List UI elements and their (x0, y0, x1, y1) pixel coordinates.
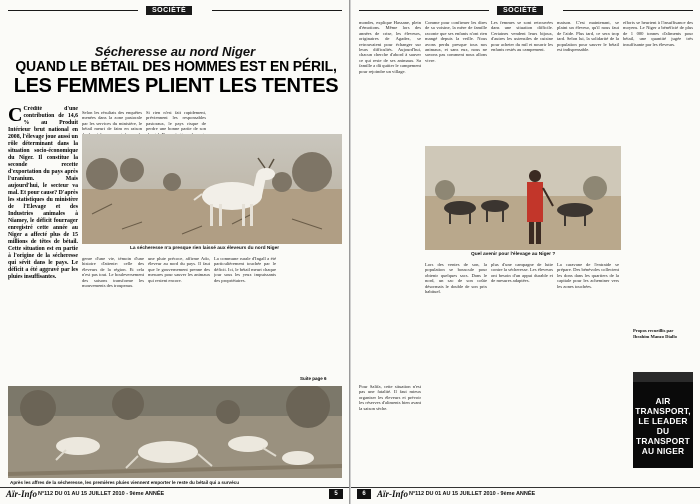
article-column: mondes, explique Hassane, plein d'émotions. Même lors des années de crise, les éleveurs, originaires de Agadez, se retrouvaient pour échanger sur leurs difficultés. Aujourd'hui, chacun cherche d'abord à sauver ce qui reste de ses animaux. Sa famille a dû quitter le campement pour rejoindre un village. (359, 20, 421, 74)
rubric-rule (563, 10, 693, 11)
section-rubric: SOCIÉTÉ (146, 6, 192, 15)
headline-line2: LES FEMMES PLIENT LES TENTES (13, 75, 339, 97)
headline-line1: QUAND LE BÉTAIL DES HOMMES EST EN PÉRIL, (15, 57, 337, 75)
photo-caption: Après les affres de la sécheresse, les premières pluies viennent emporter le reste du bétail qui a survécu (10, 480, 240, 485)
carcass-photo (8, 386, 342, 478)
article-column: efforts se heurtent à l'insuffisance des moyens. Le Niger a bénéficié de plus de 1 000 tonnes d'aliments pour bétail, une quantité jugée très insuffisante par les éleveurs. (623, 20, 693, 47)
ad-line: LE LEADER DU (638, 416, 688, 436)
issue-info: N°112 DU 01 AU 15 JUILLET 2010 - 9ème ANNÉE (38, 491, 165, 497)
issue-info: N°112 DU 01 AU 15 JUILLET 2010 - 9ème ANNÉE (409, 491, 536, 497)
signature (633, 328, 693, 340)
drought-goat-photo (82, 134, 342, 244)
continued-note: Suite page 6 (300, 376, 327, 381)
page-number: 5 (329, 489, 343, 499)
page-footer (0, 487, 349, 499)
article-column: plus d'une campagne de lutte contre la sécheresse. Les éleveurs ont besoin d'un appui durable et de mesures adaptées. (491, 262, 553, 284)
article-column: Lors des ventes de son, la population se bouscule pour obtenir quelques sacs. Dans le nord, un sac de son coûte désormais le double de son prix habituel. (425, 262, 487, 295)
article-column: La caravane de l'entraide se prépare. Des bénévoles collectent les dons dans les quartiers de la capitale pour les acheminer vers les zones touchées. (557, 262, 619, 289)
footer-logo: Aïr-Info (6, 489, 38, 499)
air-transport-ad[interactable] (633, 382, 693, 468)
rubric-rule (359, 10, 489, 11)
drop-cap: C (8, 106, 23, 126)
ad-line: AIR (655, 396, 671, 406)
lead-text: Crédité d'une contribution de 14,6 % au Produit Intérieur brut national en 2008, l'élevage joue aussi un rôle déterminant dans la situation socio-économique du Niger. Il constitue la seconde recette d'exportation du pays après l'uranium. Mais aujourd'hui, le secteur va mal. Et pour cause? D'après les statistiques du ministère de l'Elevage et des Industries animales à Niamey, le déficit fourrager enregistré cette année au Niger a affecté plus de 15 millions de têtes de bétail. Cette situation est en partie à l'origine de la sécheresse qui sévit dans le pays. Le déficit a été aggravé par les pluies insuffisantes. (8, 106, 78, 280)
page-footer (351, 487, 700, 499)
article-column: une pluie précoce, affirme Ado, éleveur au nord du pays. Il faut que le gouvernement prenne des mesures pour sauver les animaux qui restent encore. (148, 256, 210, 283)
rubric-rule (8, 10, 138, 11)
article-column: Comme pour confirmer les dires de sa voisine, la mère de famille raconte que ses enfants n'ont rien mangé depuis la veille. Nous avons perdu presque tous nos animaux, et sans eux, nous ne savons pas comment nous allons vivre. (425, 20, 487, 63)
lead-paragraph (8, 106, 78, 388)
article-kicker: Sécheresse au nord Niger (94, 44, 256, 59)
signature-author: Ibrahim Manzo Diallo (633, 334, 677, 339)
section-rubric: SOCIÉTÉ (497, 6, 543, 15)
article-column: genre d'une vie, témoin d'une histoire d'attente: celle des éleveurs de la région. Et cela n'est pas tout. Le bouleversement des saisons transforme les mouvements des troupeaux. (82, 256, 144, 289)
rubric-rule (212, 10, 342, 11)
article-column: maison. C'est maintenant, se plaint un éleveur, qu'il nous faut de l'aide. Plus tard, ce sera trop tard. Selon lui, la solidarité de la population pour sauver le bétail est indispensable. (557, 20, 619, 53)
ad-line: TRANSPORT (636, 436, 690, 446)
photo-caption: La sécheresse n'a presque rien laissé aux éleveurs du nord Niger (130, 246, 280, 251)
right-page (350, 0, 700, 504)
article-column: La commune rurale d'Ingall a été particulièrement touchée par le déficit. Ici, le bétail meurt chaque jour sous les yeux impuissants des propriétaires. (214, 256, 276, 283)
ad-strip (633, 372, 693, 382)
ad-line: AU NIGER (641, 446, 685, 456)
ad-line: TRANSPORT, (635, 406, 691, 416)
article-column: Si rien n'est fait rapidement, préviennent les responsables pastoraux, le pays risque de perdre une bonne partie de son (146, 110, 206, 132)
article-column: Pour Salifa, cette situation n'est pas une fatalité. Il faut mieux organiser les éleveurs et prévoir les réserves d'aliments bien avant la saison sèche. (359, 384, 421, 411)
photo-caption: Quel avenir pour l'élevage au Niger ? (471, 252, 556, 257)
herdsman-cattle-photo (425, 146, 621, 250)
signature-line: Propos recueillis par (633, 328, 674, 333)
footer-logo: Aïr-Info (377, 489, 409, 499)
article-column: Selon les résultats des enquêtes menées dans la zone pastorale par les services du ministère, le bétail meurt de faim en raison (82, 110, 142, 132)
page-number: 6 (357, 489, 371, 499)
article-column: Les femmes se sont retrouvées dans une situation difficile. Certaines vendent leurs bijoux, d'autres les ustensiles de cuisine pour acheter du mil et nourrir les enfants restés au campement. (491, 20, 553, 53)
